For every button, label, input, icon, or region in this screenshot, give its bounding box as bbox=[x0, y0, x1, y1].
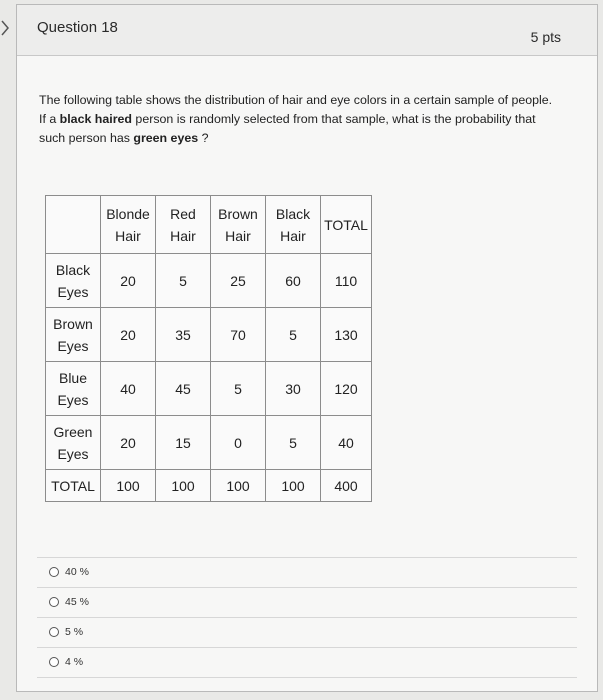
radio-button[interactable] bbox=[49, 597, 59, 607]
table-cell: 0 bbox=[211, 416, 266, 470]
table-cell: 100 bbox=[101, 470, 156, 502]
table-cell: 35 bbox=[156, 308, 211, 362]
table-header-cell: Red Hair bbox=[156, 196, 211, 254]
answer-label[interactable]: 4 % bbox=[65, 656, 84, 668]
radio-button[interactable] bbox=[49, 567, 59, 577]
table-row-label: Blue Eyes bbox=[46, 362, 101, 416]
table-row-label: Black Eyes bbox=[46, 254, 101, 308]
table-cell: 60 bbox=[266, 254, 321, 308]
answer-label[interactable]: 45 % bbox=[65, 596, 89, 608]
table-cell: 130 bbox=[321, 308, 372, 362]
table-cell: 120 bbox=[321, 362, 372, 416]
answer-option[interactable] bbox=[37, 648, 577, 678]
table-cell: 5 bbox=[266, 308, 321, 362]
question-text bbox=[39, 91, 559, 148]
table-cell: 45 bbox=[156, 362, 211, 416]
table-cell: 20 bbox=[101, 308, 156, 362]
radio-button[interactable] bbox=[49, 657, 59, 667]
table-cell: 5 bbox=[156, 254, 211, 308]
table-cell: 100 bbox=[211, 470, 266, 502]
question-card bbox=[16, 4, 598, 692]
table-header-cell: Black Hair bbox=[266, 196, 321, 254]
question-text-part: ? bbox=[198, 131, 209, 145]
question-text-part: person is randomly selected from that sample, what is the probability that such person has bbox=[39, 112, 536, 145]
table-cell: 15 bbox=[156, 416, 211, 470]
table-cell: 25 bbox=[211, 254, 266, 308]
table-row-label: TOTAL bbox=[46, 470, 101, 502]
table-cell: 5 bbox=[211, 362, 266, 416]
answer-option[interactable] bbox=[37, 557, 577, 588]
table-header-cell: Brown Hair bbox=[211, 196, 266, 254]
table-cell: 30 bbox=[266, 362, 321, 416]
table-row bbox=[46, 416, 372, 470]
question-title: Question 18 bbox=[37, 19, 118, 36]
answer-option[interactable] bbox=[37, 618, 577, 648]
chevron-right-icon[interactable] bbox=[0, 20, 10, 36]
table-corner-cell bbox=[46, 196, 101, 254]
table-row bbox=[46, 362, 372, 416]
table-cell: 20 bbox=[101, 416, 156, 470]
table-row-label: Brown Eyes bbox=[46, 308, 101, 362]
table-cell: 400 bbox=[321, 470, 372, 502]
answer-label[interactable]: 5 % bbox=[65, 626, 84, 638]
table-cell: 40 bbox=[101, 362, 156, 416]
table-cell: 110 bbox=[321, 254, 372, 308]
table-cell: 20 bbox=[101, 254, 156, 308]
table-header-cell: Blonde Hair bbox=[101, 196, 156, 254]
answer-label[interactable]: 40 % bbox=[65, 566, 89, 578]
question-text-bold: black haired bbox=[59, 112, 132, 126]
table-row bbox=[46, 254, 372, 308]
radio-button[interactable] bbox=[49, 627, 59, 637]
answer-option[interactable] bbox=[37, 588, 577, 618]
table-cell: 40 bbox=[321, 416, 372, 470]
distribution-table bbox=[45, 195, 372, 502]
table-total-row bbox=[46, 470, 372, 502]
table-cell: 100 bbox=[266, 470, 321, 502]
table-cell: 100 bbox=[156, 470, 211, 502]
table-header-row bbox=[46, 196, 372, 254]
question-text-bold: green eyes bbox=[133, 131, 199, 145]
table-header-cell: TOTAL bbox=[321, 196, 372, 254]
question-points: 5 pts bbox=[530, 29, 561, 45]
table-row bbox=[46, 308, 372, 362]
table-cell: 70 bbox=[211, 308, 266, 362]
table-cell: 5 bbox=[266, 416, 321, 470]
answer-options bbox=[37, 557, 577, 678]
question-text-part: The following table shows the distribution of hair and eye colors in a certain sample of people. If a bbox=[39, 93, 553, 126]
question-header bbox=[17, 5, 597, 56]
table-row-label: Green Eyes bbox=[46, 416, 101, 470]
